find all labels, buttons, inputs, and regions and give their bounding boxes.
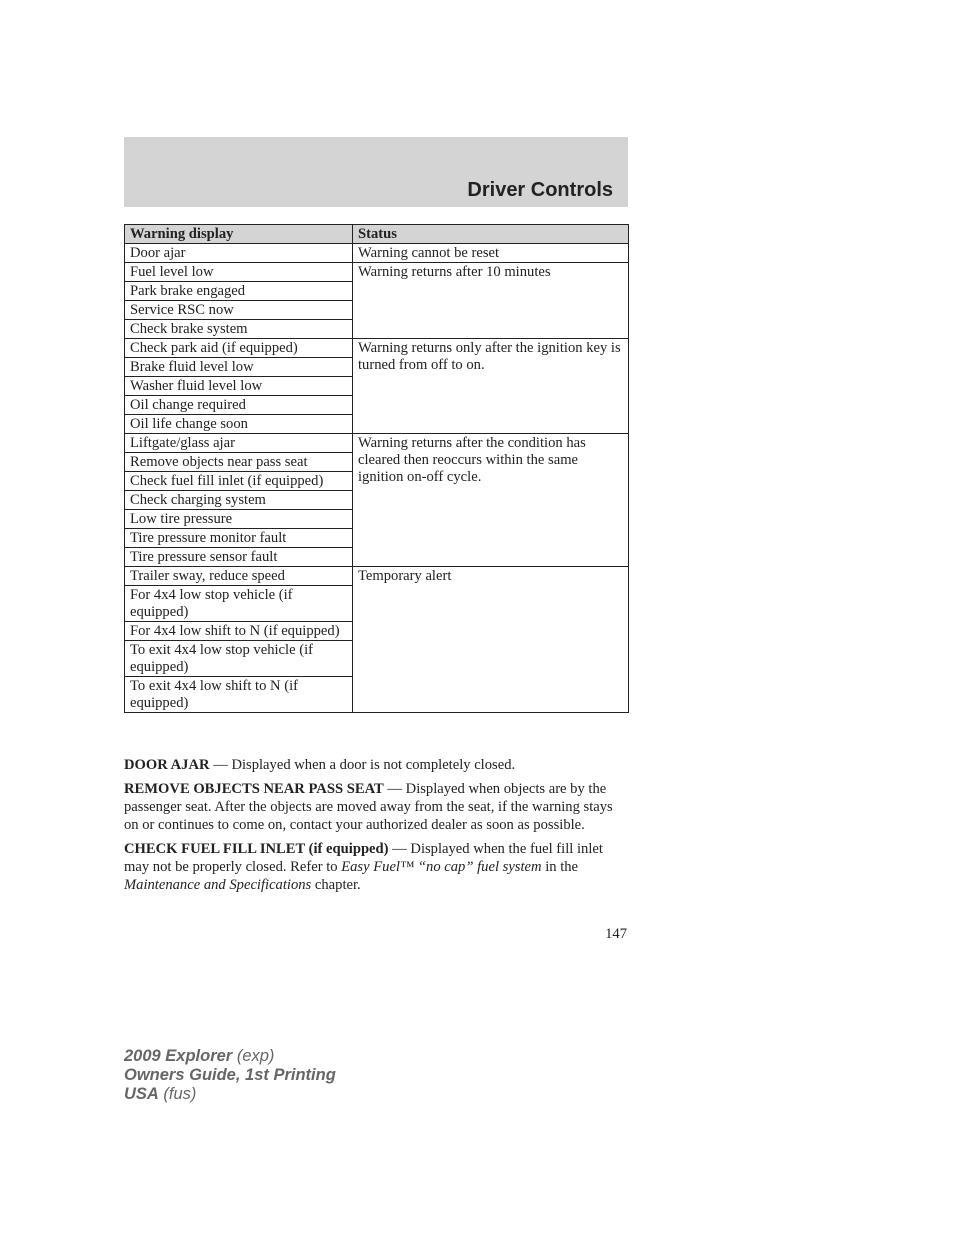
description-text [124,756,628,900]
warning-cell: For 4x4 low shift to N (if equipped) [125,622,353,641]
desc-door-ajar: — Displayed when a door is not completely closed. [209,757,516,773]
footer-line-3 [124,1085,336,1104]
table-row [125,339,629,358]
desc-fuel-inlet-1: — Displayed when the fuel fill inlet may not be properly closed. Refer to [124,841,603,875]
paragraph-door-ajar [124,756,628,774]
term-fuel-inlet: CHECK FUEL FILL INLET (if equipped) [124,841,389,857]
status-cell: Warning cannot be reset [353,244,629,263]
ref-easy-fuel: Easy Fuel™ “no cap” fuel system [341,859,542,875]
footer-model-code: (exp) [232,1047,275,1065]
page-number: 147 [605,926,627,942]
warning-cell: To exit 4x4 low stop vehicle (if equipped) [125,641,353,677]
paragraph-fuel-inlet [124,840,628,894]
table-row [125,434,629,453]
footer-line-2 [124,1066,336,1085]
status-cell: Warning returns after 10 minutes [353,263,629,339]
column-header-warning: Warning display [125,225,353,244]
desc-remove-objects: — Displayed when objects are by the passenger seat. After the objects are moved away from the seat, if the warning stays on or continues to come on, contact your authorized dealer as soon as possible. [124,781,613,833]
table-body [125,244,629,713]
ref-maintenance-chapter: Maintenance and Specifications [124,877,312,893]
warning-cell: Check brake system [125,320,353,339]
warning-cell: Washer fluid level low [125,377,353,396]
warning-cell: Low tire pressure [125,510,353,529]
footer-model: 2009 Explorer [124,1047,233,1065]
warning-display-table [124,224,629,713]
table-row [125,244,629,263]
warning-cell: Tire pressure sensor fault [125,548,353,567]
warning-cell: Park brake engaged [125,282,353,301]
column-header-status: Status [353,225,629,244]
warning-cell: Trailer sway, reduce speed [125,567,353,586]
warning-cell: Oil life change soon [125,415,353,434]
table-header-row [125,225,629,244]
desc-fuel-inlet-2: in the [541,859,579,875]
footer-line-1 [124,1047,336,1066]
warning-cell: To exit 4x4 low shift to N (if equipped) [125,677,353,713]
term-door-ajar: DOOR AJAR [124,757,210,773]
section-title: Driver Controls [467,179,613,201]
table-row [125,263,629,282]
table-row [125,567,629,586]
warning-cell: Liftgate/glass ajar [125,434,353,453]
footer-imprint [124,1047,336,1104]
status-cell: Warning returns only after the ignition key is turned from off to on. [353,339,629,434]
section-header [124,137,628,207]
term-remove-objects: REMOVE OBJECTS NEAR PASS SEAT [124,781,384,797]
footer-market: USA [124,1085,159,1103]
footer-market-code: (fus) [158,1085,197,1103]
desc-fuel-inlet-3: chapter. [311,877,361,893]
paragraph-remove-objects [124,780,628,834]
warning-cell: Tire pressure monitor fault [125,529,353,548]
warning-cell: For 4x4 low stop vehicle (if equipped) [125,586,353,622]
status-cell: Warning returns after the condition has cleared then reoccurs within the same ignition on-off cycle. [353,434,629,567]
warning-cell: Check fuel fill inlet (if equipped) [125,472,353,491]
warning-cell: Brake fluid level low [125,358,353,377]
footer-printing: Owners Guide, 1st Printing [124,1066,336,1084]
status-cell: Temporary alert [353,567,629,713]
warning-cell: Door ajar [125,244,353,263]
warning-cell: Fuel level low [125,263,353,282]
warning-cell: Check charging system [125,491,353,510]
warning-cell: Check park aid (if equipped) [125,339,353,358]
warning-cell: Oil change required [125,396,353,415]
warning-cell: Remove objects near pass seat [125,453,353,472]
warning-cell: Service RSC now [125,301,353,320]
